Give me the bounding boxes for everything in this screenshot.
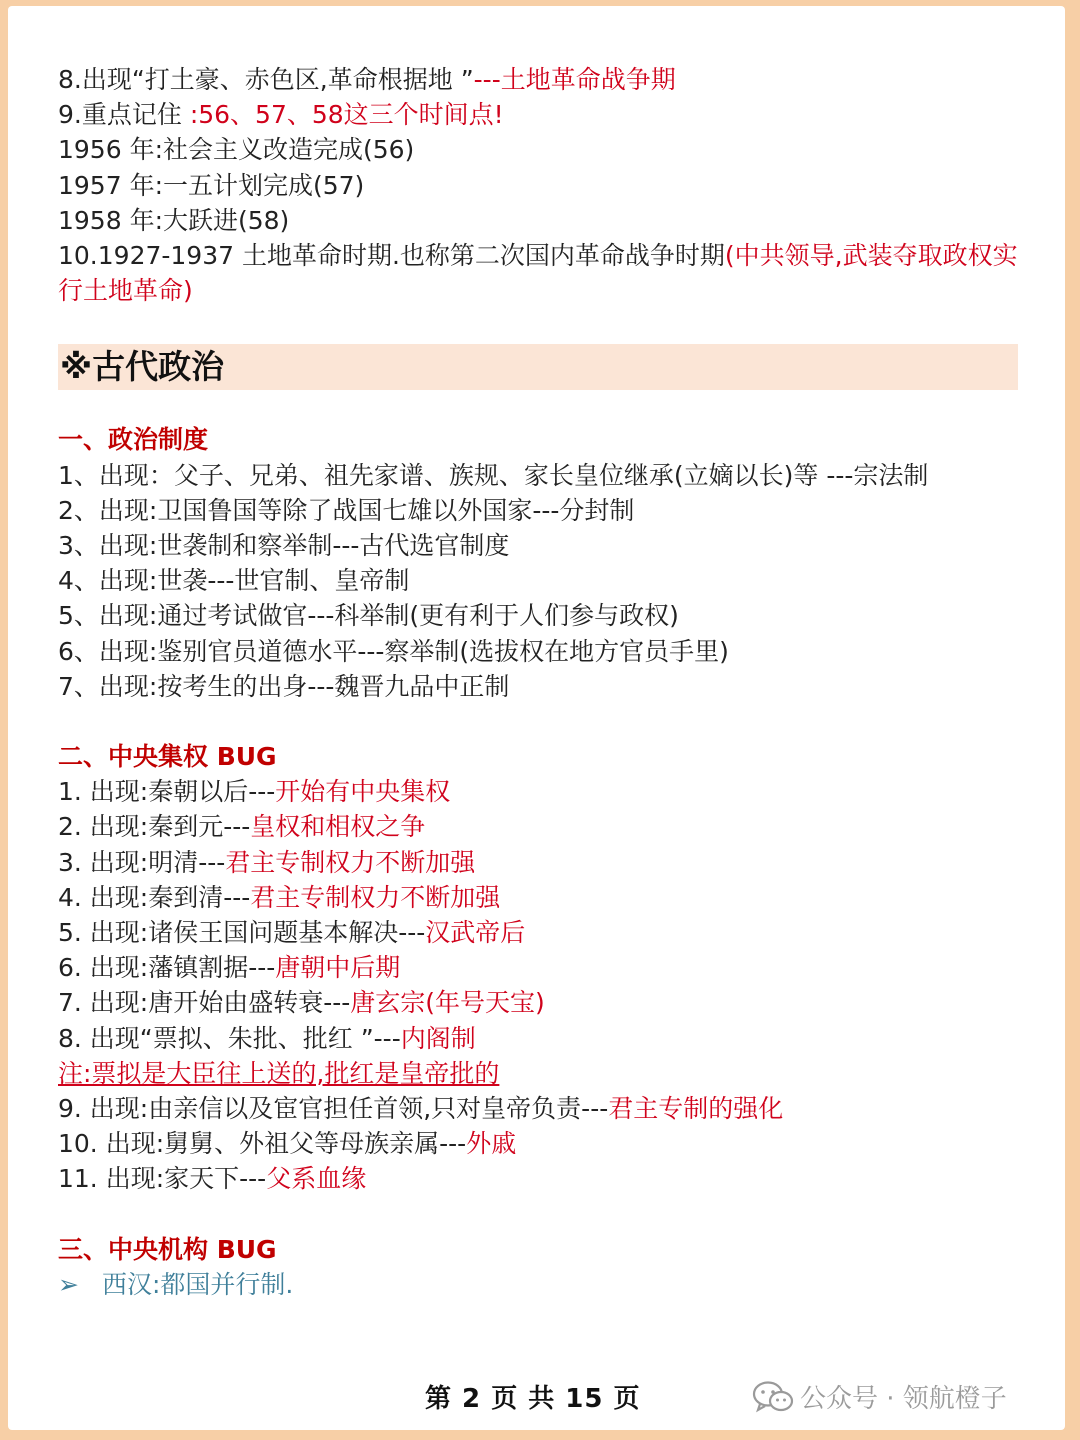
heading-political-system: 一、政治制度: [58, 425, 209, 455]
text-line: 8.出现“打土豪、赤色区,革命根据地 ”---土地革命战争期: [58, 65, 676, 94]
list-item: 1、出现：父子、兄弟、祖先家谱、族规、家长皇位继承(立嫡以长)等 ---宗法制: [58, 460, 929, 490]
list-item: 8. 出现“票拟、朱批、批红 ”---内阁制: [58, 1023, 476, 1053]
list-item: 1. 出现:秦朝以后---开始有中央集权: [58, 777, 451, 807]
watermark: 公众号 · 领航橙子: [752, 1378, 1007, 1415]
text-line: 10.1927-1937 土地革命时期.也称第二次国内革命战争时期(中共领导,武装夺取政权实行土地革命): [58, 241, 1018, 306]
list-item: 11. 出现:家天下---父系血缘: [58, 1164, 367, 1194]
section-title: ※古代政治: [58, 344, 1018, 390]
list-item: 6. 出现:藩镇割据---唐朝中后期: [58, 953, 401, 983]
list-item: 7. 出现:唐开始由盛转衰---唐玄宗(年号天宝): [58, 988, 545, 1018]
list-item: 4. 出现:秦到清---君主专制权力不断加强: [58, 882, 501, 912]
wechat-icon: [752, 1380, 794, 1414]
list-item: 7、出现:按考生的出身---魏晋九品中正制: [58, 671, 510, 701]
heading-central-institutions: 三、中央机构 BUG: [58, 1234, 277, 1264]
list-item: 10. 出现:舅舅、外祖父等母族亲属---外戚: [58, 1129, 517, 1159]
heading-centralization: 二、中央集权 BUG: [58, 742, 277, 772]
list-item: 9. 出现:由亲信以及宦官担任首领,只对皇帝负责---君主专制的强化: [58, 1094, 784, 1124]
list-item: 3. 出现:明清---君主专制权力不断加强: [58, 847, 476, 877]
text-line: 1958 年:大跃进(58): [58, 205, 290, 235]
text-line: 1957 年:一五计划完成(57): [58, 170, 365, 200]
text-line: 9.重点记住 :56、57、58这三个时间点!: [58, 100, 504, 130]
list-item: 2. 出现:秦到元---皇权和相权之争: [58, 812, 426, 842]
arrow-bullet-icon: ➢: [58, 1269, 79, 1299]
footer: [0, 1378, 1080, 1418]
list-item: 4、出现:世袭---世官制、皇帝制: [58, 566, 410, 596]
page-number: 第 2 页 共 15 页: [425, 1384, 641, 1414]
list-item: 2、出现:卫国鲁国等除了战国七雄以外国家---分封制: [58, 495, 635, 525]
text-line: 1956 年:社会主义改造完成(56): [58, 135, 415, 165]
list-item: 3、出现:世袭制和察举制---古代选官制度: [58, 531, 510, 561]
list-item: ➢ 西汉:都国并行制.: [58, 1267, 1018, 1302]
list-item: 5. 出现:诸侯王国问题基本解决---汉武帝后: [58, 918, 526, 948]
list-item: 5、出现:通过考试做官---科举制(更有利于人们参与政权): [58, 601, 679, 631]
document-content: [58, 62, 1018, 1302]
note-line: 注:票拟是大臣往上送的,批红是皇帝批的: [58, 1058, 500, 1088]
list-item: 6、出现:鉴别官员道德水平---察举制(选拔权在地方官员手里): [58, 636, 729, 666]
